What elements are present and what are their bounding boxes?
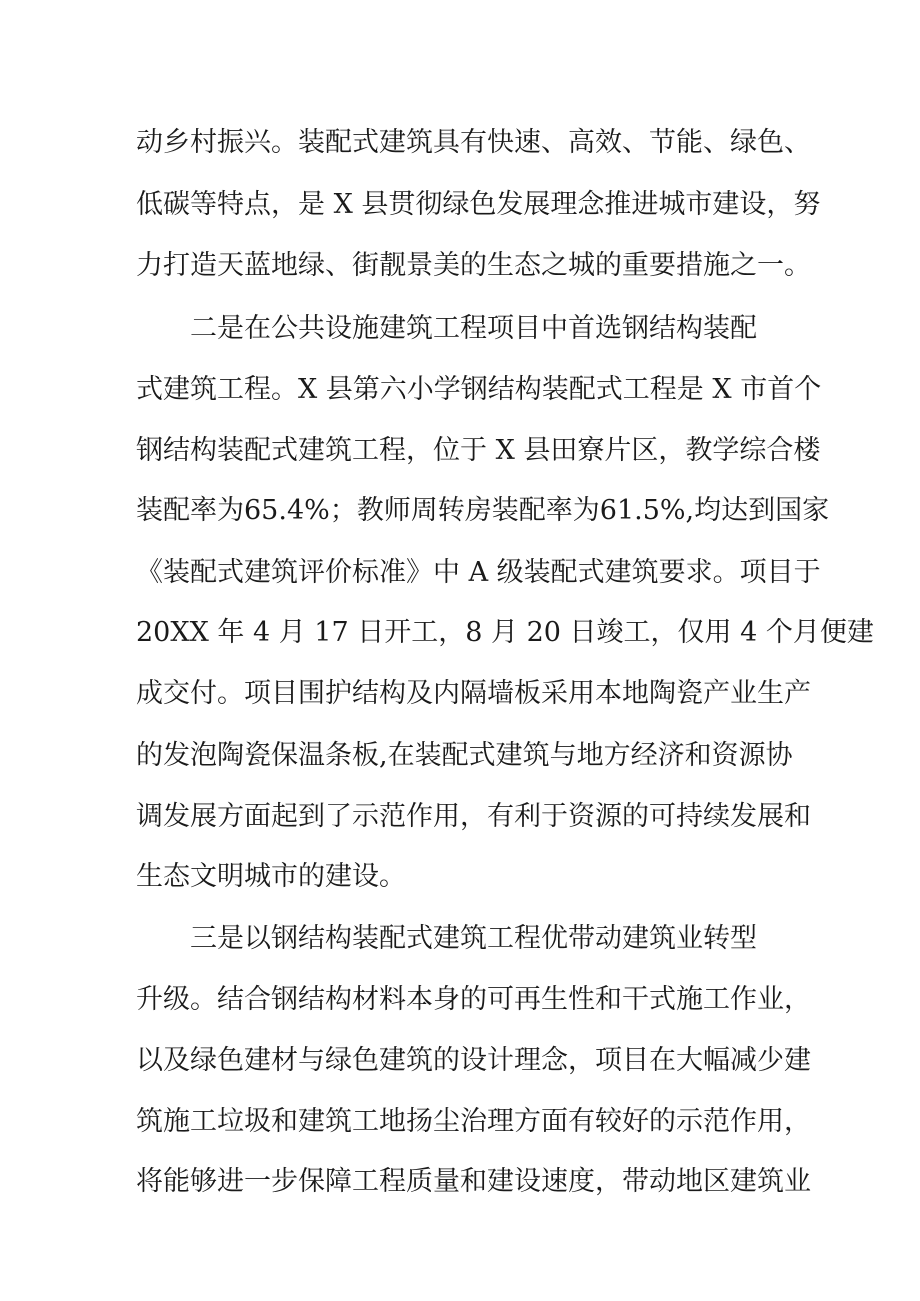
text-line: 的发泡陶瓷保温条板,在装配式建筑与地方经济和资源协 <box>136 740 793 771</box>
text-line: 《装配式建筑评价标准》中 A 级装配式建筑要求。项目于 <box>136 557 821 588</box>
text-line: 力打造天蓝地绿、街靓景美的生态之城的重要措施之一。 <box>136 250 811 281</box>
text-line: 动乡村振兴。装配式建筑具有快速、高效、节能、绿色、 <box>136 127 811 158</box>
text-line: 式建筑工程。X 县第六小学钢结构装配式工程是 X 市首个 <box>136 374 822 405</box>
text-line: 成交付。项目围护结构及内隔墙板采用本地陶瓷产业生产 <box>136 678 811 709</box>
text-line: 升级。结合钢结构材料本身的可再生性和干式施工作业， <box>136 984 811 1015</box>
text-line: 低碳等特点，是 X 县贯彻绿色发展理念推进城市建设，努 <box>136 189 821 220</box>
text-line: 调发展方面起到了示范作用，有利于资源的可持续发展和 <box>136 801 811 832</box>
text-line: 筑施工垃圾和建筑工地扬尘治理方面有较好的示范作用， <box>136 1106 811 1137</box>
paragraph-two-first-line: 二是在公共设施建筑工程项目中首选钢结构装配 <box>190 313 757 344</box>
paragraph-three-first-line: 三是以钢结构装配式建筑工程优带动建筑业转型 <box>190 923 757 954</box>
text-line: 钢结构装配式建筑工程，位于 X 县田寮片区，教学综合楼 <box>136 435 821 466</box>
text-line: 将能够进一步保障工程质量和建设速度，带动地区建筑业 <box>136 1166 811 1197</box>
text-line: 20XX 年 4 月 17 日开工，8 月 20 日竣工，仅用 4 个月便建 <box>136 617 874 648</box>
text-line: 生态文明城市的建设。 <box>136 861 406 892</box>
text-line: 装配率为65.4%；教师周转房装配率为61.5%,均达到国家 <box>136 495 830 526</box>
text-line: 以及绿色建材与绿色建筑的设计理念，项目在大幅减少建 <box>136 1045 811 1076</box>
